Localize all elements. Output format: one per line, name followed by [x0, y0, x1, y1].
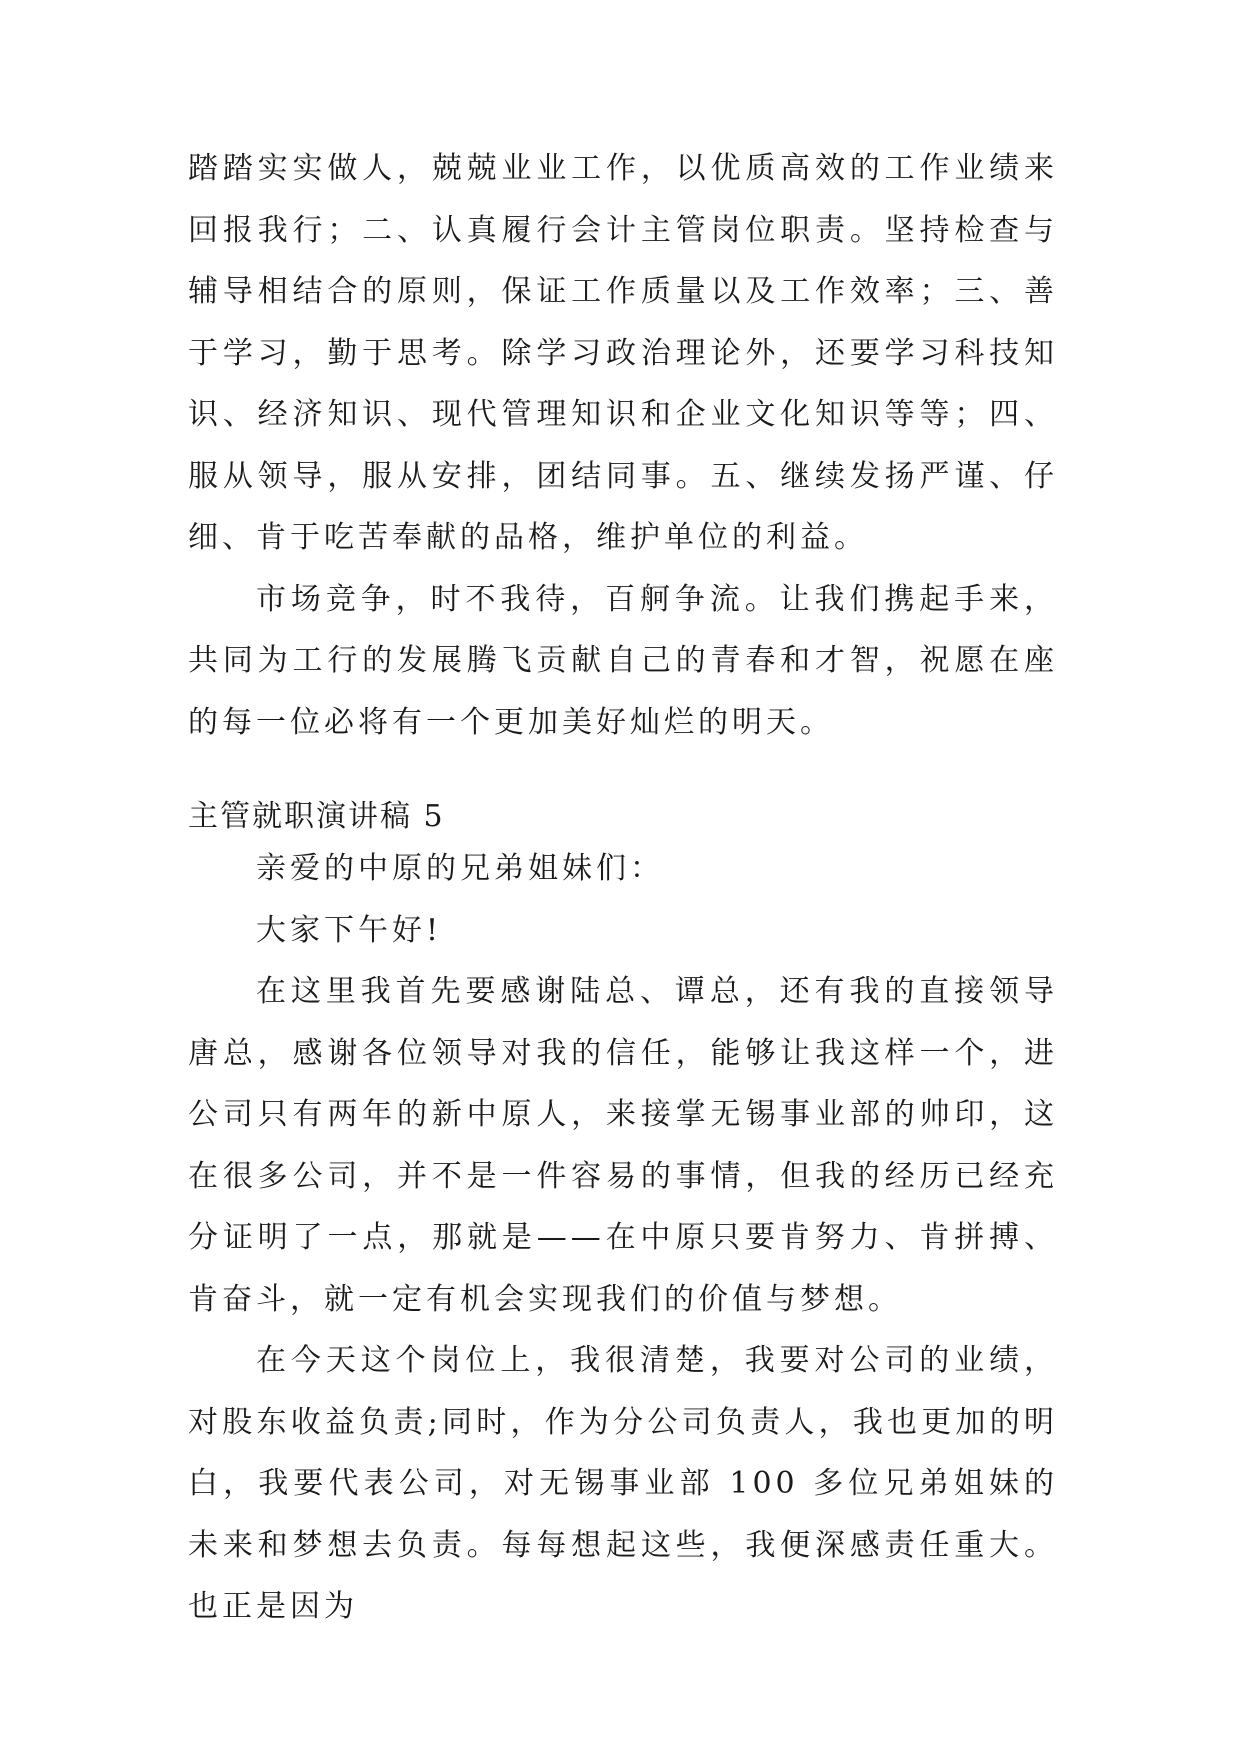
section-title: 主管就职演讲稿 5 [188, 799, 445, 834]
paragraph-closing: 市场竞争，时不我待，百舸争流。让我们携起手来，共同为工行的发展腾飞贡献自己的青春和才智，祝愿在座的每一位必将有一个更加美好灿烂的明天。 [188, 581, 1058, 740]
paragraph-greeting: 大家下午好! [256, 912, 443, 948]
paragraph-responsibility: 在今天这个岗位上，我很清楚，我要对公司的业绩，对股东收益负责;同时，作为分公司负责人，我也更加的明白，我要代表公司，对无锡事业部 100 多位兄弟姐妹的未来和梦想去负责。每每想起这些，我便深感责任重大。也正是因为 [188, 1343, 1058, 1624]
paragraph-thanks: 在这里我首先要感谢陆总、谭总，还有我的直接领导唐总，感谢各位领导对我的信任，能够让我这样一个，进公司只有两年的新中原人，来接掌无锡事业部的帅印，这在很多公司，并不是一件容易的事情，但我的经历已经充分证明了一点，那就是——在中原只要肯努力、肯拼搏、肯奋斗，就一定有机会实现我们的价值与梦想。 [188, 974, 1058, 1317]
top-text-block [188, 138, 1058, 753]
bottom-text-block [188, 838, 1058, 1638]
paragraph-salutation: 亲爱的中原的兄弟姐妹们： [256, 851, 664, 886]
paragraph-continued: 踏踏实实做人，兢兢业业工作，以优质高效的工作业绩来回报我行；二、认真履行会计主管岗位职责。坚持检查与辅导相结合的原则，保证工作质量以及工作效率；三、善于学习，勤于思考。除学习政治理论外，还要学习科技知识、经济知识、现代管理知识和企业文化知识等等；四、服从领导，服从安排，团结同事。五、继续发扬严谨、仔细、肯于吃苦奉献的品格，维护单位的利益。 [188, 151, 1058, 555]
